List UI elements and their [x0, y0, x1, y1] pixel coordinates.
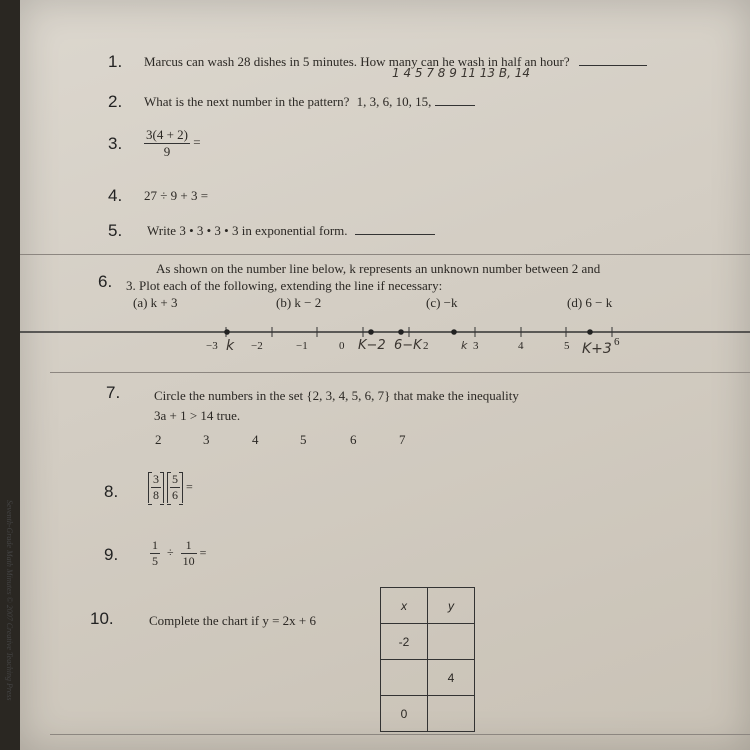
q6-option-d: (d) 6 − k — [567, 295, 613, 310]
chart-cell-x[interactable]: 0 — [381, 696, 428, 732]
tick-5: 5 — [564, 340, 570, 352]
q8-a-bot: 8 — [153, 488, 159, 502]
tick-4: 4 — [518, 340, 524, 352]
sidebar-credit: Seventh-Grade Math Minutes © 2007 Creative Teaching Press — [5, 500, 14, 701]
q10-number: 10. — [90, 609, 114, 628]
tick-neg1: −1 — [296, 340, 308, 352]
chart-head-y: y — [428, 588, 475, 624]
chart-cell-y[interactable] — [428, 624, 475, 660]
q7-choice-6[interactable]: 6 — [350, 432, 357, 447]
q1-prompt: Marcus can wash 28 dishes in 5 minutes. How many can he wash in half an hour? — [144, 54, 570, 69]
label-k-minus-2: K−2 — [358, 338, 386, 353]
q9-equals: = — [199, 545, 207, 560]
chart-cell-y[interactable] — [428, 696, 475, 732]
q8-equals: = — [186, 479, 193, 494]
q7-choice-3[interactable]: 3 — [203, 432, 210, 447]
q5-number: 5. — [108, 221, 123, 240]
point-k-plus-3 — [587, 329, 593, 335]
tick-0: 0 — [339, 340, 345, 352]
q6-line2: 3. Plot each of the following, extending the line if necessary: — [126, 278, 443, 293]
section-divider-2 — [50, 372, 750, 373]
q2-handwritten-note: 1 4 5 7 8 9 11 13 B, 14 — [392, 66, 530, 80]
q7-line1: Circle the numbers in the set {2, 3, 4, 5, 6, 7} that make the inequality — [154, 388, 519, 403]
q2-prompt: What is the next number in the pattern? — [144, 94, 350, 109]
chart-cell-y[interactable]: 4 — [428, 660, 475, 696]
q5-text — [147, 223, 435, 239]
section-divider-3 — [50, 734, 750, 735]
tick-neg3: −3 — [206, 340, 218, 352]
q6-option-a: (a) k + 3 — [133, 295, 178, 310]
q3-denominator: 9 — [163, 144, 171, 159]
q5-answer-blank[interactable] — [355, 234, 435, 235]
section-divider-1 — [20, 254, 750, 255]
label-six-minus-k: 6−K — [394, 338, 422, 353]
q2-pattern: 1, 3, 6, 10, 15, — [356, 94, 432, 109]
q5-prompt: Write 3 • 3 • 3 • 3 in exponential form. — [147, 223, 348, 238]
q1-number: 1. — [108, 52, 123, 71]
q7-choice-5[interactable]: 5 — [300, 432, 307, 447]
q6-option-b: (b) k − 2 — [276, 295, 322, 310]
q1-answer-blank[interactable] — [579, 65, 647, 66]
q9-b-bot: 10 — [182, 554, 195, 568]
q9-fraction-a — [150, 538, 160, 569]
q8-b-bot: 6 — [172, 488, 178, 502]
chart-head-x: x — [381, 588, 428, 624]
q7-line2: 3a + 1 > 14 true. — [154, 408, 241, 423]
worksheet-page — [5, 0, 750, 750]
q9-a-bot: 5 — [152, 554, 158, 568]
point-neg-k — [224, 329, 230, 335]
q9-expression — [150, 538, 206, 569]
q3-equals: = — [193, 134, 201, 150]
q9-fraction-b — [181, 538, 197, 569]
q10-chart — [380, 587, 475, 732]
label-k-plus-3: K+3 — [582, 341, 612, 357]
q9-b-top: 1 — [181, 538, 197, 554]
q8-matrix-a — [148, 472, 164, 503]
point-k-minus-2 — [368, 329, 374, 335]
q7-choice-7[interactable]: 7 — [399, 432, 406, 447]
tick-2: 2 — [423, 340, 429, 352]
q9-divide: ÷ — [167, 545, 174, 560]
q9-a-top: 1 — [152, 538, 158, 552]
q3-number: 3. — [108, 134, 123, 153]
q9-number: 9. — [104, 545, 119, 564]
q6-line1: As shown on the number line below, k represents an unknown number between 2 and — [156, 261, 601, 276]
point-six-minus-k — [398, 329, 404, 335]
label-neg-k: k — [226, 338, 235, 354]
q8-b-top: 5 — [172, 472, 178, 486]
q10-text: Complete the chart if y = 2x + 6 — [149, 613, 317, 628]
tick-6: 6 — [614, 336, 620, 348]
chart-cell-x[interactable]: -2 — [381, 624, 428, 660]
q2-answer-blank[interactable] — [435, 105, 475, 106]
chart-header-row — [381, 588, 475, 624]
q8-matrix-b — [167, 472, 183, 503]
q8-number: 8. — [104, 482, 119, 501]
q3-numerator: 3(4 + 2) — [146, 127, 188, 142]
chart-row — [381, 660, 475, 696]
q3-fraction — [144, 127, 190, 160]
q2-number: 2. — [108, 92, 123, 111]
point-k — [451, 329, 457, 335]
chart-row — [381, 696, 475, 732]
label-k: k — [461, 339, 468, 352]
q3-expression — [144, 127, 201, 160]
q7-number: 7. — [106, 383, 121, 402]
q6-option-c: (c) −k — [426, 295, 458, 310]
q7-choice-4[interactable]: 4 — [252, 432, 259, 447]
q4-text: 27 ÷ 9 + 3 = — [144, 188, 209, 203]
q7-choice-2[interactable]: 2 — [155, 432, 162, 447]
q6-number: 6. — [98, 272, 113, 291]
tick-3: 3 — [473, 340, 479, 352]
chart-cell-x[interactable] — [381, 660, 428, 696]
q4-number: 4. — [108, 186, 123, 205]
chart-row — [381, 624, 475, 660]
q8-expression — [148, 472, 193, 503]
tick-neg2: −2 — [251, 340, 263, 352]
q2-text — [144, 94, 475, 110]
q8-a-top: 3 — [153, 472, 159, 486]
